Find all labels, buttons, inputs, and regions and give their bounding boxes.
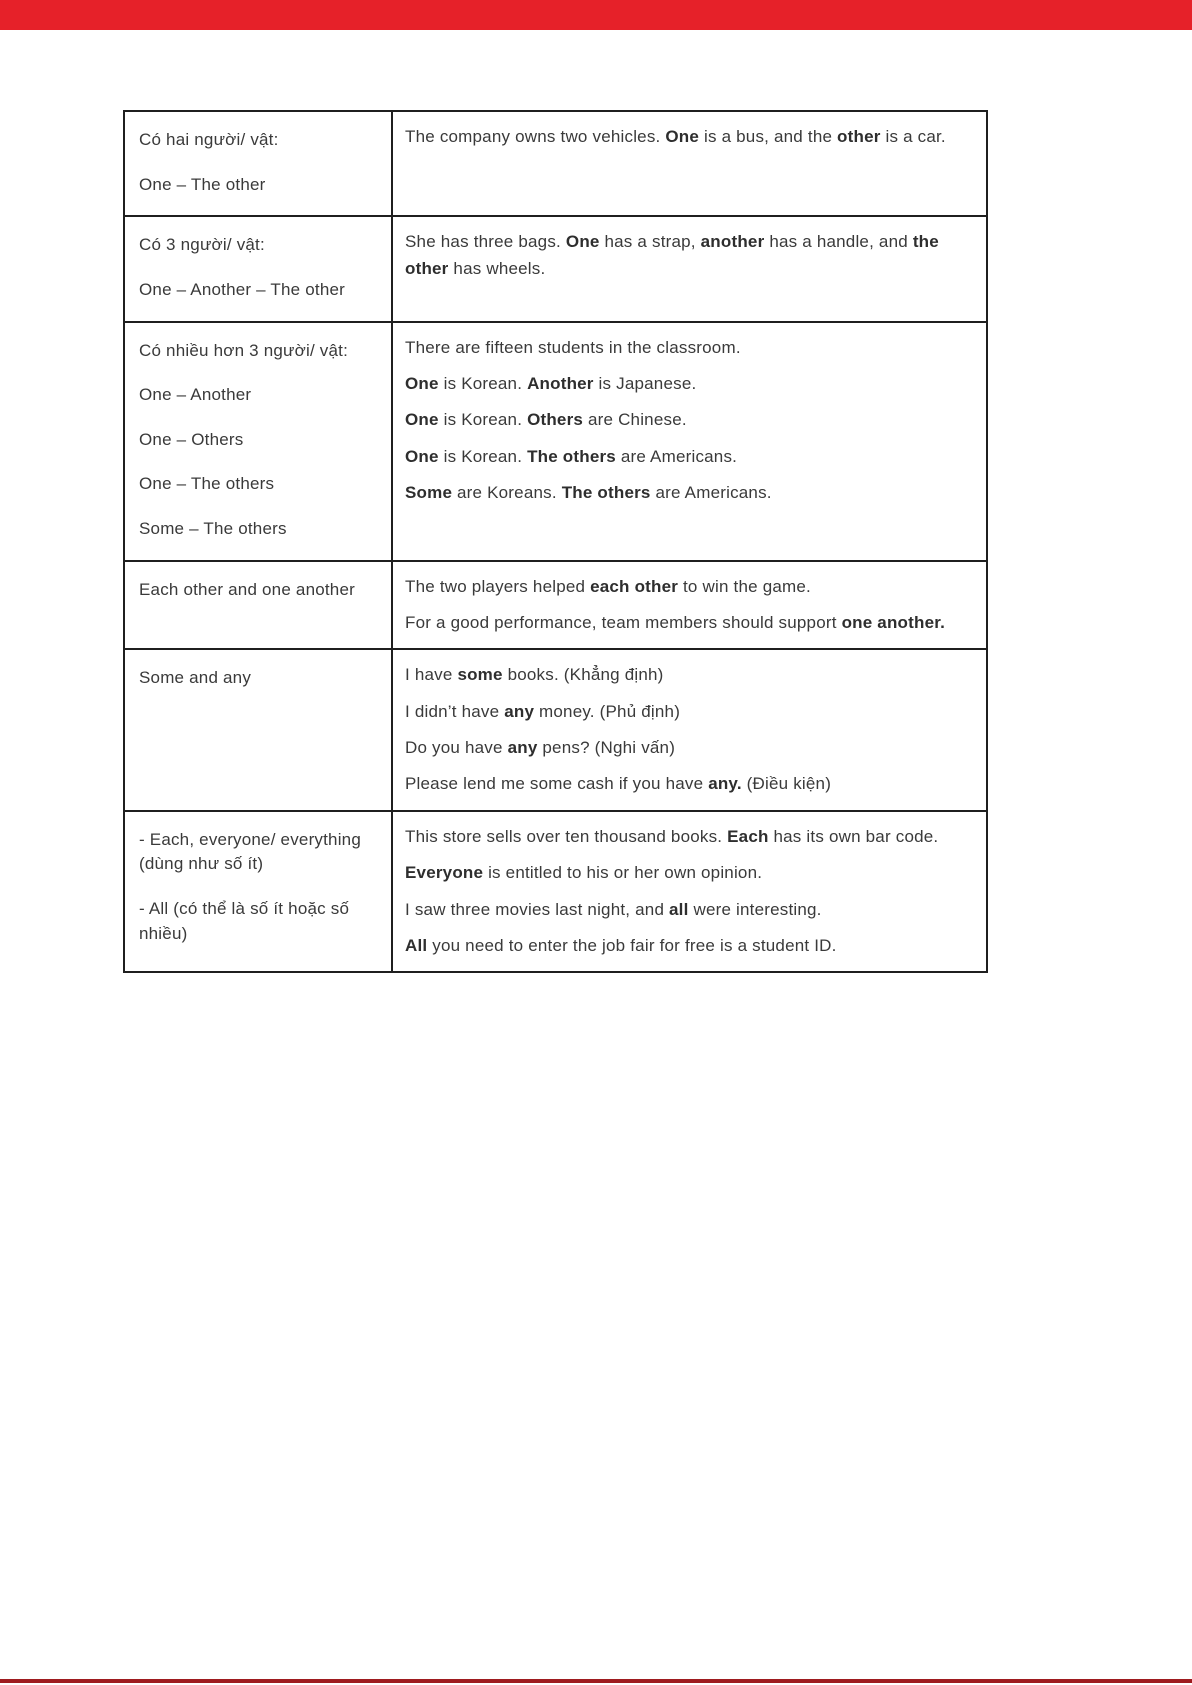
example-cell	[392, 811, 987, 972]
table-row	[124, 649, 987, 810]
example-keyword: any	[504, 701, 535, 721]
example-text: is a car.	[880, 127, 946, 146]
example-text: has a handle, and	[764, 232, 913, 252]
top-red-bar	[0, 0, 1192, 30]
example-line	[405, 897, 972, 923]
table-row	[124, 216, 987, 321]
example-cell	[392, 649, 987, 810]
example-text: Please lend me some cash if you have	[405, 774, 709, 794]
example-keyword: some	[457, 665, 503, 685]
example-text: I saw three movies last night, and	[405, 899, 670, 919]
table-row	[124, 811, 987, 972]
example-text: (Điều kiện)	[741, 774, 832, 794]
rule-cell	[124, 811, 392, 972]
rule-cell	[124, 561, 392, 650]
example-line	[405, 824, 972, 850]
example-text: There are fifteen students in the classroom.	[405, 337, 741, 357]
example-keyword: One	[405, 446, 439, 466]
example-text: This store sells over ten thousand books.	[405, 826, 728, 846]
example-text: Do you have	[405, 738, 508, 758]
example-text: are Americans.	[650, 482, 772, 502]
example-text: is Korean.	[438, 446, 528, 466]
example-text: are Americans.	[615, 446, 738, 466]
example-text: are Koreans.	[452, 482, 562, 502]
example-text: I have	[405, 665, 458, 685]
example-keyword: Another	[527, 373, 594, 393]
example-text: The two players helped	[405, 576, 591, 596]
example-text: books. (Khẳng định)	[502, 665, 664, 685]
example-line	[405, 371, 972, 397]
example-line	[405, 124, 972, 150]
rule-line: Some – The others	[139, 519, 287, 539]
rule-cell	[124, 111, 392, 216]
rule-line: Có 3 người/ vật:	[139, 235, 265, 255]
example-text: The company owns two vehicles.	[405, 127, 666, 146]
example-keyword: The others	[561, 482, 651, 502]
example-line	[405, 933, 972, 959]
example-line	[405, 407, 972, 433]
grammar-table	[123, 110, 988, 973]
rule-line: One – Another	[139, 385, 252, 405]
example-keyword: One	[405, 410, 439, 430]
example-text: is entitled to his or her own opinion.	[483, 863, 763, 883]
example-line	[405, 735, 972, 761]
example-keyword: one another.	[841, 613, 946, 633]
rule-line: Có hai người/ vật:	[139, 130, 279, 149]
example-text: is Korean.	[438, 410, 528, 430]
table-row	[124, 322, 987, 561]
example-text: has wheels.	[448, 258, 546, 278]
example-keyword: the other	[405, 232, 939, 278]
example-keyword: One	[565, 232, 600, 252]
example-text: I didn’t have	[405, 701, 505, 721]
example-text: has a strap,	[599, 232, 701, 252]
example-text: is a bus, and the	[699, 127, 838, 146]
rule-cell	[124, 649, 392, 810]
rule-line: - Each, everyone/ everything (dùng như số ít)	[139, 829, 361, 874]
rule-line: - All (có thể là số ít hoặc số nhiều)	[139, 899, 350, 943]
example-text: are Chinese.	[583, 410, 687, 430]
example-text: She has three bags.	[405, 232, 566, 252]
example-line	[405, 662, 972, 688]
example-keyword: All	[405, 935, 428, 955]
example-keyword: One	[665, 127, 700, 146]
example-text: were interesting.	[688, 899, 822, 919]
example-line	[405, 480, 972, 506]
rule-line: Some and any	[139, 668, 252, 688]
rule-cell	[124, 322, 392, 561]
example-line	[405, 444, 972, 470]
example-keyword: Everyone	[405, 863, 484, 883]
example-keyword: another	[700, 232, 765, 252]
bottom-red-line	[0, 1679, 1192, 1683]
rule-line: Each other and one another	[139, 579, 355, 599]
example-keyword: all	[669, 899, 689, 919]
table-row	[124, 111, 987, 216]
example-cell	[392, 322, 987, 561]
example-text: For a good performance, team members should support	[405, 613, 842, 633]
example-keyword: other	[837, 127, 881, 146]
example-keyword: One	[405, 373, 439, 393]
example-keyword: any.	[708, 774, 742, 794]
example-keyword: Each	[727, 826, 769, 846]
example-line	[405, 860, 972, 886]
table-row	[124, 561, 987, 650]
rule-line: Có nhiều hơn 3 người/ vật:	[139, 340, 348, 360]
example-text: has its own bar code.	[768, 826, 939, 846]
example-line	[405, 771, 972, 797]
example-line	[405, 610, 972, 636]
example-line	[405, 335, 972, 361]
example-text: to win the game.	[678, 576, 811, 596]
grammar-table-body	[124, 111, 987, 972]
example-text: you need to enter the job fair for free is a student ID.	[427, 935, 837, 955]
example-text: is Korean.	[438, 373, 528, 393]
example-keyword: any	[507, 738, 538, 758]
example-keyword: Others	[527, 410, 584, 430]
rule-line: One – The other	[139, 174, 266, 194]
example-line	[405, 229, 972, 282]
example-keyword: The others	[527, 446, 616, 466]
rule-line: One – Another – The other	[139, 279, 345, 299]
example-line	[405, 574, 972, 600]
example-text: pens? (Nghi vấn)	[537, 738, 676, 758]
example-keyword: Some	[405, 482, 453, 502]
example-text: is Japanese.	[593, 373, 697, 393]
example-line	[405, 699, 972, 725]
rule-cell	[124, 216, 392, 321]
example-keyword: each other	[590, 576, 679, 596]
example-cell	[392, 561, 987, 650]
example-cell	[392, 111, 987, 216]
rule-line: One – Others	[139, 429, 244, 449]
rule-line: One – The others	[139, 474, 275, 494]
example-cell	[392, 216, 987, 321]
example-text: money. (Phủ định)	[534, 701, 681, 721]
